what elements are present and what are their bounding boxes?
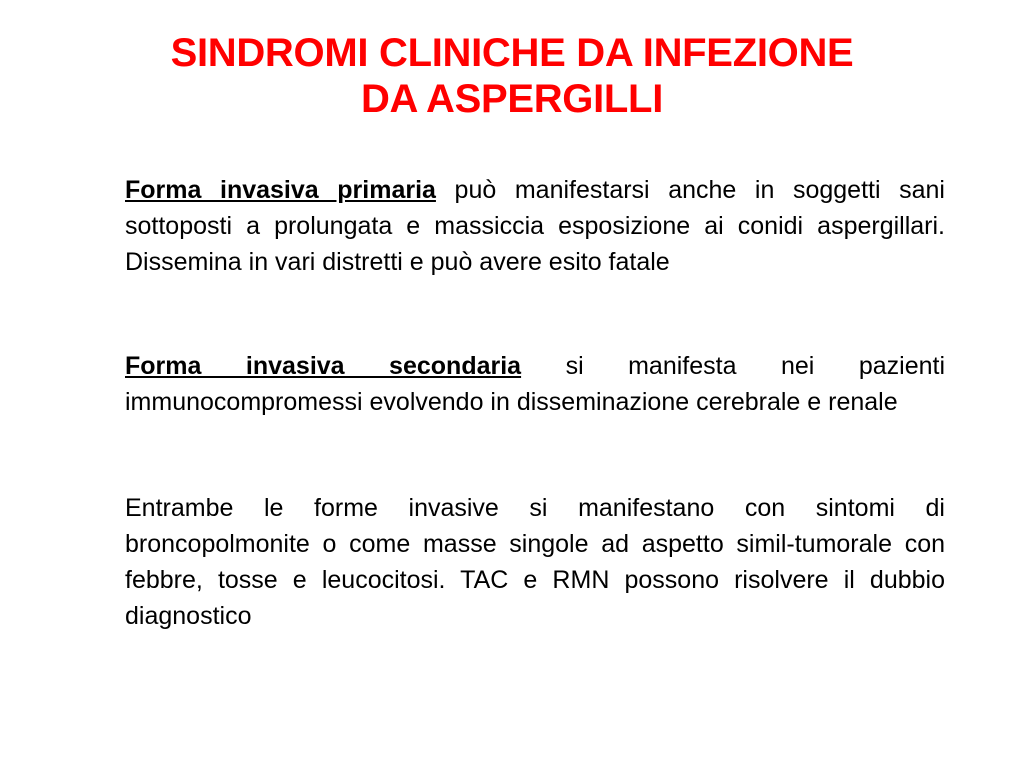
paragraph-secondary-invasive	[125, 348, 945, 420]
paragraph-both-forms	[125, 490, 945, 634]
paragraph-text-primary: può manifestarsi anche in soggetti sani sottoposti a prolungata e massiccia esposizione ai conidi aspergillari. Dissemina in vari distretti e può avere esito fatale	[125, 176, 945, 276]
slide-title-line-1: SINDROMI CLINICHE DA INFEZIONE	[170, 31, 854, 75]
paragraph-text-both: Entrambe le forme invasive si manifestano con sintomi di broncopolmonite o come masse singole ad aspetto simil-tumorale con febbre, tosse e leucocitosi. TAC e RMN possono risolvere il dubbio diagnostico	[125, 494, 945, 630]
paragraph-lead-secondary: Forma invasiva secondaria	[125, 352, 522, 380]
slide-body	[125, 172, 945, 634]
slide-title-line-2: DA ASPERGILLI	[360, 77, 664, 121]
slide-title	[60, 30, 964, 122]
paragraph-primary-invasive	[125, 172, 945, 280]
paragraph-text-secondary: si manifesta nei pazienti immunocompromessi evolvendo in disseminazione cerebrale e renale	[125, 352, 945, 416]
paragraph-lead-primary: Forma invasiva primaria	[125, 176, 436, 204]
